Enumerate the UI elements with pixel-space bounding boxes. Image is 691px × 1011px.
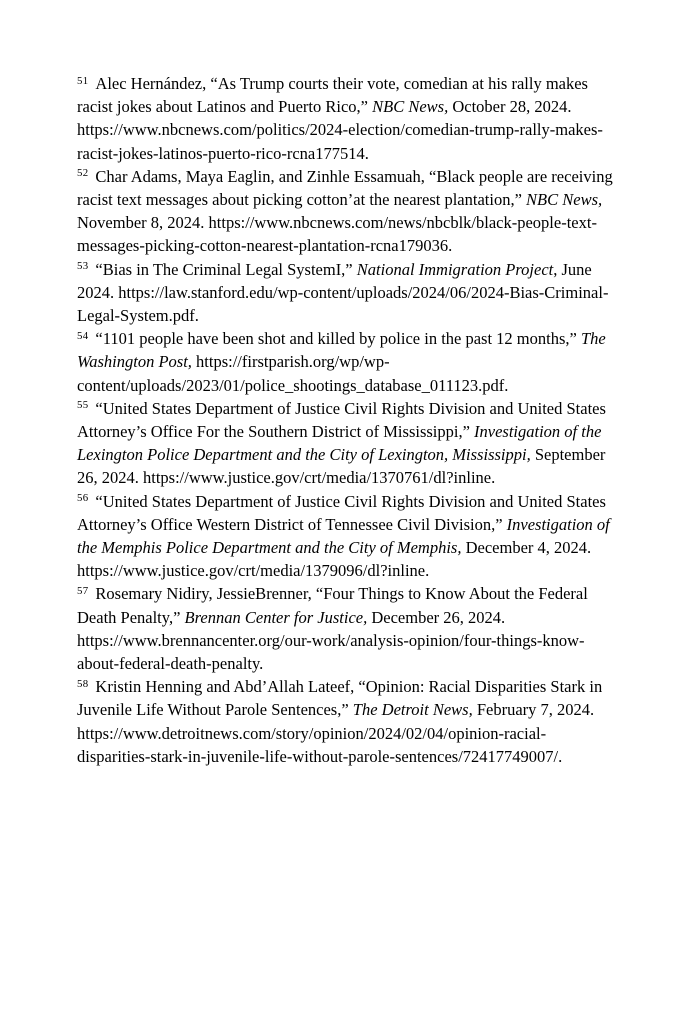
footnote-text-run: “United States Department of Justice Civil Rights Division and United States Attorney’s Office For the Southern District of Mississippi,” [77,398,606,442]
footnote-number: 54 [77,329,89,342]
footnote-url: https://www.nbcnews.com/politics/2024-election/comedian-trump-rally-makes-racist-jokes-latinos-puerto-rico-rcna177514. [77,120,603,163]
footnote-text-run: The Washington Post, [77,329,606,372]
footnote-text-run: Investigation of the Memphis Police Department and the City of Memphis, [77,514,610,558]
footnote-item-57 [77,582,615,675]
footnote-text-run: NBC News, [372,97,449,117]
footnote-text-run: October 28, 2024. [448,97,572,117]
footnote-number: 51 [77,74,89,87]
footnote-text-run: “Bias in The Criminal Legal SystemI,” [95,259,357,279]
footnote-number: 53 [77,260,89,273]
footnote-text-run: December 4, 2024. [461,538,592,558]
footnote-url: https://www.brennancenter.org/our-work/analysis-opinion/four-things-know-about-federal-death-penalty. [77,630,585,674]
footnote-url: https://www.detroitnews.com/story/opinion/2024/02/04/opinion-racial-disparities-stark-in-juvenile-life-without-parole-sentences/72417749007/. [77,723,563,766]
footnote-text-run: NBC News, [526,190,603,210]
footnote-text-run: Char Adams, Maya Eaglin, and Zinhle Essamuah, “Black people are receiving racist text messages about picking cotton’at the nearest plantation,” [77,166,613,210]
footnote-url: https://www.justice.gov/crt/media/1379096/dl?inline. [77,561,430,581]
footnote-item-56 [77,490,615,583]
footnote-item-52 [77,165,615,258]
footnote-text-run: Alec Hernández, “As Trump courts their vote, comedian at his rally makes racist jokes about Latinos and Puerto Rico,” [77,74,588,117]
footnote-item-55 [77,397,615,490]
footnote-number: 55 [77,399,89,412]
footnote-text-run: Brennan Center for Justice, [184,607,368,627]
footnote-text-run: “United States Department of Justice Civil Rights Division and United States Attorney’s Office Western District of Tennessee Civil Division,” [77,491,606,534]
footnote-text-run: Rosemary Nidiry, JessieBrenner, “Four Things to Know About the Federal Death Penalty,” [77,584,588,627]
footnote-text-run: December 26, 2024. [367,607,506,627]
footnote-text-run: “1101 people have been shot and killed by police in the past 12 months,” [95,329,581,349]
footnote-text-run: September 26, 2024. [77,445,606,488]
footnote-url: https://www.justice.gov/crt/media/1370761/dl?inline. [143,468,496,488]
footnote-item-58 [77,675,615,768]
footnote-item-54 [77,327,615,397]
footnote-text-run: , June 2024. [77,259,592,302]
footnote-text-run: February 7, 2024. [472,700,595,720]
footnote-number: 57 [77,584,89,597]
footnote-number: 58 [77,677,89,690]
footnote-text-run: National Immigration Project [356,259,554,279]
footnote-number: 52 [77,167,89,180]
footnote-text-run: Investigation of the Lexington Police Department and the City of Lexington, Mississippi, [77,422,602,465]
footnotes-list [77,72,615,768]
footnote-text-run: Kristin Henning and Abd’Allah Lateef, “Opinion: Racial Disparities Stark in Juvenile Life Without Parole Sentences,” [77,677,603,720]
footnote-url: https://law.stanford.edu/wp-content/uploads/2024/06/2024-Bias-Criminal-Legal-System.pdf. [77,282,609,326]
footnote-text-run: The Detroit News, [352,700,473,720]
footnote-item-51 [77,72,615,165]
footnote-url: https://firstparish.org/wp/wp-content/uploads/2023/01/police_shootings_database_011123.pdf. [77,352,509,395]
footnote-item-53 [77,258,615,328]
footnote-url: https://www.nbcnews.com/news/nbcblk/black-people-text-messages-picking-cotton-nearest-plantation-rcna179036. [77,213,597,256]
footnote-text-run: November 8, 2024. [77,213,209,233]
footnote-number: 56 [77,492,89,505]
